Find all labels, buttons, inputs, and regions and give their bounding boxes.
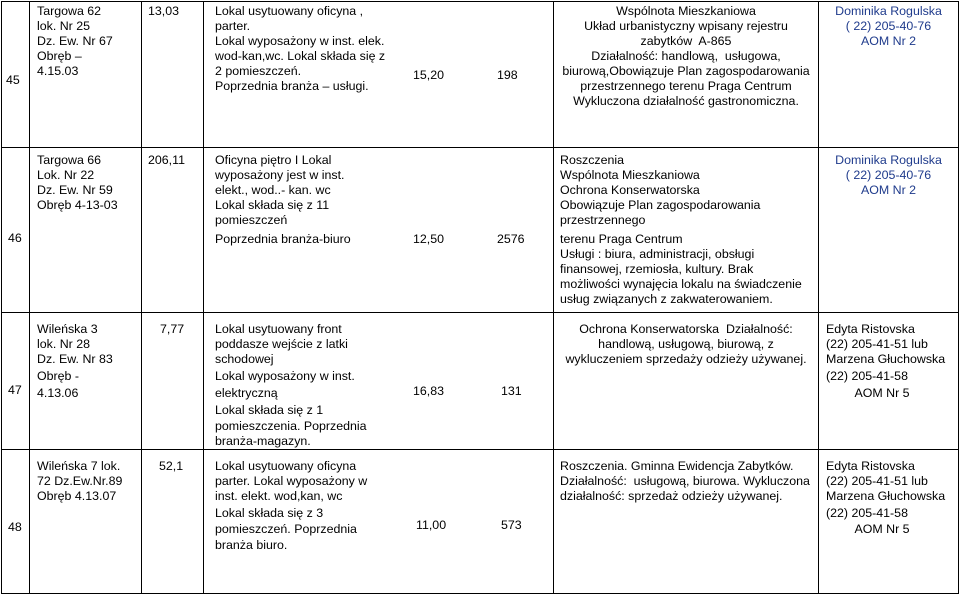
contact-line: ( 22) 205-40-76 xyxy=(845,19,932,33)
notes-line: przestrzennego terenu Praga Centrum xyxy=(580,79,792,93)
notes-line: działalność: sprzedaż odzieży używanej. xyxy=(560,489,783,503)
column-divider xyxy=(203,1,204,594)
description-line: elektryczną xyxy=(215,386,278,400)
notes-line: finansowej, rzemiosła, kultury. Brak xyxy=(560,262,754,276)
contact-line: AOM Nr 2 xyxy=(860,183,917,197)
description-line: Lokal usytuowany oficyna xyxy=(215,459,357,473)
contact-line: (22) 205-41-58 xyxy=(826,506,908,520)
notes-line: Działalność: usługową, biurowa. Wykluczona xyxy=(560,474,810,488)
amount-value: 2576 xyxy=(497,232,525,246)
row-divider xyxy=(1,312,959,313)
rate-value: 11,00 xyxy=(416,518,447,532)
area-value: 7,77 xyxy=(160,322,185,336)
contact-line: Marzena Głuchowska xyxy=(826,352,946,366)
amount-value: 131 xyxy=(501,384,522,398)
address-line: Dz. Ew. Nr 59 xyxy=(37,183,113,197)
notes-line: biurową,Obowiązuje Plan zagospodarowania xyxy=(562,64,810,78)
notes-line: możliwości wynajęcia lokalu na świadczenie xyxy=(560,277,802,291)
notes-line: Roszczenia xyxy=(560,153,625,167)
contact-line: Edyta Ristovska xyxy=(826,459,915,473)
notes-line: wykluczeniem sprzedaży odzieży używanej. xyxy=(565,352,807,366)
description-line: Lokal wyposażony w inst. xyxy=(215,369,355,383)
notes-line: Wspólnota Mieszkaniowa xyxy=(560,168,700,182)
table-border-bottom xyxy=(1,593,959,594)
amount-value: 198 xyxy=(497,68,518,82)
notes-line: Działalność: handlową, usługowa, xyxy=(591,49,781,63)
address-line: Obręb – xyxy=(37,49,82,63)
notes-line: przestrzennego xyxy=(560,213,646,227)
area-value: 13,03 xyxy=(148,4,180,18)
description-line: Oficyna piętro I Lokal xyxy=(215,153,332,167)
description-line: Lokal składa się z 1 xyxy=(215,403,324,417)
contact-line: Dominika Rogulska xyxy=(835,4,942,18)
row-number: 46 xyxy=(8,231,22,245)
description-line: parter. xyxy=(215,19,251,33)
row-number: 48 xyxy=(8,520,22,534)
description-line: Poprzednia branża – usługi. xyxy=(215,79,369,93)
description-line: branża-magazyn. xyxy=(215,434,311,448)
address-line: Obręb 4-13-03 xyxy=(37,198,118,212)
address-line: Dz. Ew. Nr 83 xyxy=(37,352,113,366)
address-line: Lok. Nr 22 xyxy=(37,168,95,182)
row-divider xyxy=(1,449,959,450)
notes-line: Roszczenia. Gminna Ewidencja Zabytków. xyxy=(560,459,794,473)
address-line: 4.15.03 xyxy=(37,64,79,78)
description-line: Lokal wyposażony w inst. elek. xyxy=(215,34,385,48)
description-line: wod-kan,wc. Lokal składa się z xyxy=(215,49,386,63)
notes-line: Usługi : biura, administracji, obsługi xyxy=(560,247,755,261)
description-line: parter. Lokal wyposażony w xyxy=(215,474,368,488)
description-line: pomieszczenia. Poprzednia xyxy=(215,419,367,433)
contact-line: (22) 205-41-51 lub xyxy=(826,337,928,351)
description-line: schodowej xyxy=(215,352,274,366)
table-border-right xyxy=(958,1,959,594)
contact-line: AOM Nr 2 xyxy=(860,34,917,48)
description-line: elekt., wod..- kan. wc xyxy=(215,183,331,197)
notes-line: zabytków A-865 xyxy=(640,34,732,48)
notes-line: terenu Praga Centrum xyxy=(560,232,683,246)
description-line: Lokal usytuowany oficyna , xyxy=(215,4,364,18)
row-number: 47 xyxy=(8,383,22,397)
table-border-left xyxy=(1,1,2,594)
column-divider xyxy=(141,1,142,594)
notes-line: handlową, usługową, biurową, z xyxy=(598,337,774,351)
contact-line: Dominika Rogulska xyxy=(835,153,942,167)
address-line: Obręb 4.13.07 xyxy=(37,489,117,503)
description-line: branża biuro. xyxy=(215,538,288,552)
table-border-top xyxy=(1,1,959,2)
description-line: Poprzednia branża-biuro xyxy=(215,232,351,246)
address-line: Targowa 66 xyxy=(37,153,102,167)
rate-value: 15,20 xyxy=(413,68,445,82)
description-line: poddasze wejście z latki xyxy=(215,337,348,351)
address-line: lok. Nr 28 xyxy=(37,337,91,351)
contact-line: ( 22) 205-40-76 xyxy=(845,168,932,182)
contact-line: AOM Nr 5 xyxy=(854,386,910,400)
address-line: 72 Dz.Ew.Nr.89 xyxy=(37,474,123,488)
amount-value: 573 xyxy=(501,518,522,532)
rate-value: 12,50 xyxy=(413,232,445,246)
contact-line: (22) 205-41-51 lub xyxy=(826,474,928,488)
description-line: wyposażony jest w inst. xyxy=(215,168,345,182)
address-line: Wileńska 3 xyxy=(37,322,98,336)
contact-line: (22) 205-41-58 xyxy=(826,369,908,383)
address-line: Dz. Ew. Nr 67 xyxy=(37,34,113,48)
description-line: inst. elekt. wod,kan, wc xyxy=(215,489,343,503)
description-line: pomieszczeń. Poprzednia xyxy=(215,522,357,536)
notes-line: Wykluczona działalność gastronomiczna. xyxy=(573,94,799,108)
column-divider xyxy=(29,1,30,594)
address-line: lok. Nr 25 xyxy=(37,19,91,33)
notes-line: Obowiązuje Plan zagospodarowania xyxy=(560,198,761,212)
address-line: Obręb - xyxy=(37,369,80,383)
row-divider xyxy=(1,147,959,148)
address-line: Wileńska 7 lok. xyxy=(37,459,121,473)
description-line: pomieszczeń xyxy=(215,213,288,227)
description-line: Lokal usytuowany front xyxy=(215,322,342,336)
description-line: Lokal składa się z 11 xyxy=(215,198,330,212)
area-value: 206,11 xyxy=(148,153,185,167)
contact-line: AOM Nr 5 xyxy=(854,522,910,536)
notes-line: usług związanych z zakwaterowaniem. xyxy=(560,292,773,306)
address-line: Targowa 62 xyxy=(37,4,102,18)
column-divider xyxy=(818,1,819,594)
contact-line: Edyta Ristovska xyxy=(826,322,915,336)
notes-line: Ochrona Konserwatorska xyxy=(560,183,700,197)
description-line: Lokal składa się z 3 xyxy=(215,506,324,520)
area-value: 52,1 xyxy=(159,459,184,473)
address-line: 4.13.06 xyxy=(37,386,79,400)
notes-line: Ochrona Konserwatorska Działalność: xyxy=(579,322,793,336)
notes-line: Wspólnota Mieszkaniowa xyxy=(616,4,756,18)
rate-value: 16,83 xyxy=(413,384,445,398)
notes-line: Układ urbanistyczny wpisany rejestru xyxy=(584,19,788,33)
description-line: 2 pomieszczeń. xyxy=(215,64,302,78)
contact-line: Marzena Głuchowska xyxy=(826,489,946,503)
row-number: 45 xyxy=(6,73,20,87)
